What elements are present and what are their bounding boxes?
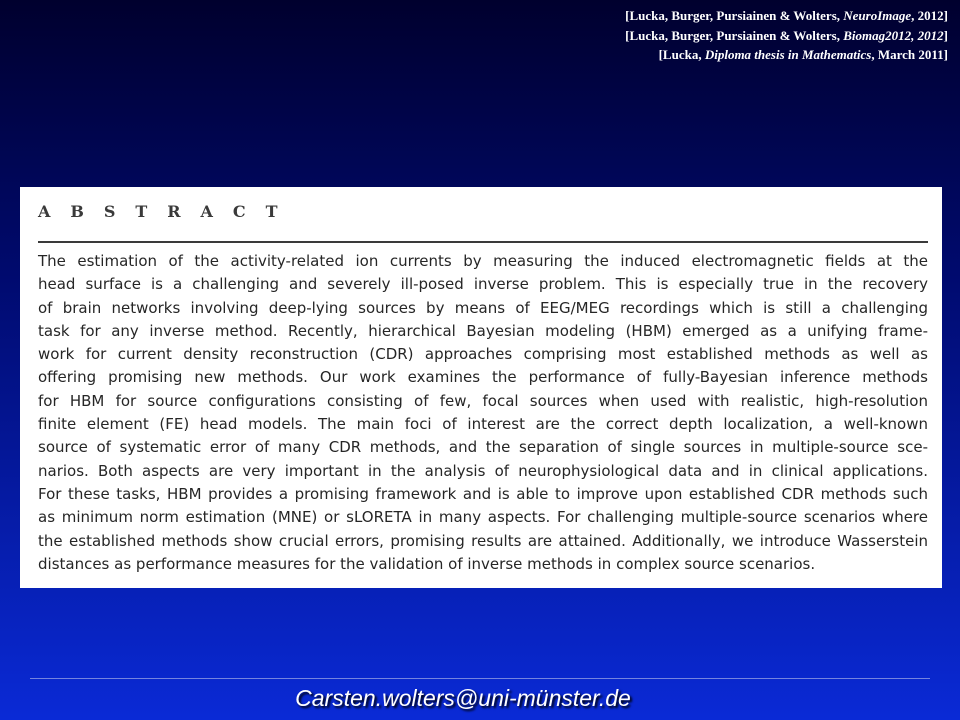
abstract-line: finite element (FE) head models. The main foci of interest are the correct depth localization, a well-known <box>38 415 928 434</box>
abstract-line: offering promising new methods. Our work examines the performance of fully-Bayesian inference methods <box>38 368 928 387</box>
abstract-line: for HBM for source configurations consisting of few, focal sources when used with realistic, high-resolution <box>38 391 928 410</box>
abstract-line: The estimation of the activity-related ion currents by measuring the induced electromagnetic fields at the <box>38 252 928 270</box>
abstract-heading: A B S T R A C T <box>38 202 285 221</box>
references-block <box>625 6 948 65</box>
abstract-line: source of systematic error of many CDR methods, and the separation of single sources in multiple-source sce- <box>38 438 928 457</box>
abstract-line: narios. Both aspects are very important in the analysis of neurophysiological data and in clinical applications. <box>38 461 928 480</box>
reference-line-3: [Lucka, Diploma thesis in Mathematics, March 2011] <box>658 47 948 62</box>
abstract-line: task for any inverse method. Recently, hierarchical Bayesian modeling (HBM) emerged as a unifying frame- <box>38 321 928 340</box>
abstract-panel <box>20 187 942 588</box>
footer-email[interactable]: Carsten.wolters@uni-münster.de <box>295 685 631 711</box>
footer-divider <box>30 678 930 679</box>
abstract-line: the established methods show crucial errors, promising results are attained. Additionally, we introduce Wasserstein <box>38 531 928 550</box>
abstract-line: distances as performance measures for the validation of inverse methods in complex source scenarios. <box>38 554 816 573</box>
abstract-text <box>38 250 928 576</box>
abstract-line: work for current density reconstruction (CDR) approaches comprising most established methods as well as <box>38 345 928 364</box>
reference-line-2: [Lucka, Burger, Pursiainen & Wolters, Biomag2012, 2012] <box>625 27 948 43</box>
abstract-line: of brain networks involving deep-lying sources by means of EEG/MEG recordings which is still a challenging <box>38 298 928 317</box>
abstract-line: For these tasks, HBM provides a promising framework and is able to improve upon established CDR methods such <box>38 484 928 503</box>
abstract-line: as minimum norm estimation (MNE) or sLORETA in many aspects. For challenging multiple-source scenarios where <box>38 508 928 527</box>
reference-line-1: [Lucka, Burger, Pursiainen & Wolters, NeuroImage, 2012] <box>625 8 948 23</box>
abstract-divider <box>38 241 928 243</box>
abstract-line: head surface is a challenging and severely ill-posed inverse problem. This is especially true in the recovery <box>38 275 928 294</box>
